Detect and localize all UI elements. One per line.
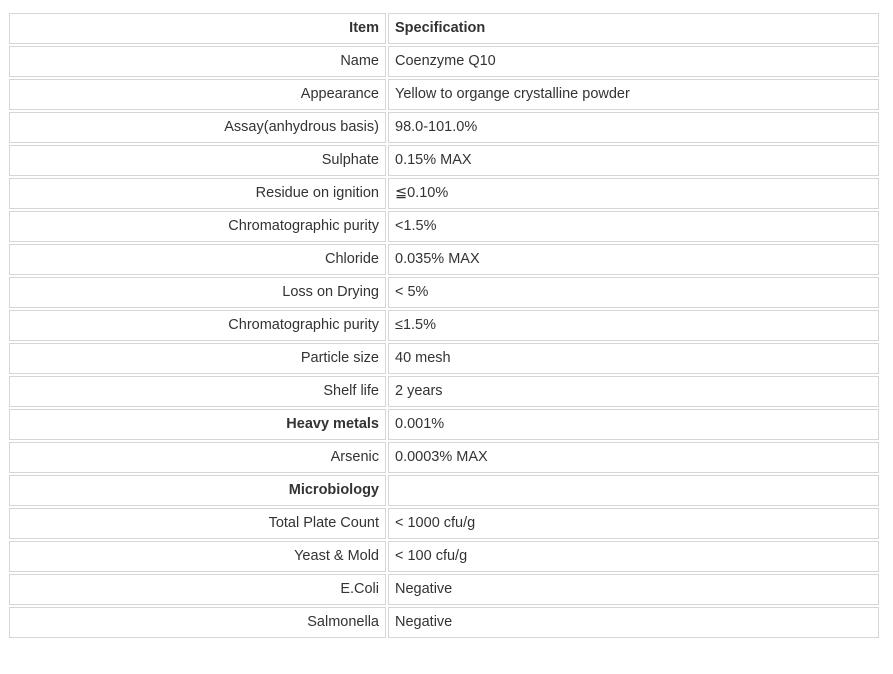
specification-cell: < 100 cfu/g [388,541,879,572]
item-cell: Chloride [9,244,386,275]
header-specification-cell: Specification [388,13,879,44]
specification-cell: 0.001% [388,409,879,440]
item-cell: Residue on ignition [9,178,386,209]
item-cell: Particle size [9,343,386,374]
table-row [9,112,879,143]
specification-cell [388,475,879,506]
table-row [9,409,879,440]
item-cell: Arsenic [9,442,386,473]
item-cell: Shelf life [9,376,386,407]
item-cell: Chromatographic purity [9,211,386,242]
table-row [9,574,879,605]
item-cell: Assay(anhydrous basis) [9,112,386,143]
item-cell: Name [9,46,386,77]
item-cell: Sulphate [9,145,386,176]
item-cell: Loss on Drying [9,277,386,308]
item-cell: Microbiology [9,475,386,506]
specification-cell: 0.15% MAX [388,145,879,176]
table-row [9,376,879,407]
table-row [9,244,879,275]
item-cell: Chromatographic purity [9,310,386,341]
specification-cell: <1.5% [388,211,879,242]
table-row [9,145,879,176]
specification-cell: 40 mesh [388,343,879,374]
table-row [9,178,879,209]
specification-cell: Negative [388,607,879,638]
specification-cell: Yellow to organge crystalline powder [388,79,879,110]
table-row [9,508,879,539]
table-row [9,211,879,242]
specification-cell: ≤1.5% [388,310,879,341]
table-row [9,46,879,77]
table-row [9,79,879,110]
table-row [9,475,879,506]
table-row [9,343,879,374]
specification-cell: < 1000 cfu/g [388,508,879,539]
specification-cell: Coenzyme Q10 [388,46,879,77]
table-row [9,277,879,308]
specification-cell: ≦0.10% [388,178,879,209]
specification-cell: < 5% [388,277,879,308]
specification-cell: 2 years [388,376,879,407]
specification-table-body [9,13,879,638]
item-cell: Total Plate Count [9,508,386,539]
table-row [9,442,879,473]
item-cell: Salmonella [9,607,386,638]
table-row [9,310,879,341]
specification-cell: 0.0003% MAX [388,442,879,473]
item-cell: Yeast & Mold [9,541,386,572]
table-header-row [9,13,879,44]
table-row [9,541,879,572]
item-cell: Appearance [9,79,386,110]
specification-cell: 98.0-101.0% [388,112,879,143]
specification-table [7,11,881,640]
item-cell: E.Coli [9,574,386,605]
header-item-cell: Item [9,13,386,44]
specification-cell: Negative [388,574,879,605]
specification-cell: 0.035% MAX [388,244,879,275]
item-cell: Heavy metals [9,409,386,440]
table-row [9,607,879,638]
